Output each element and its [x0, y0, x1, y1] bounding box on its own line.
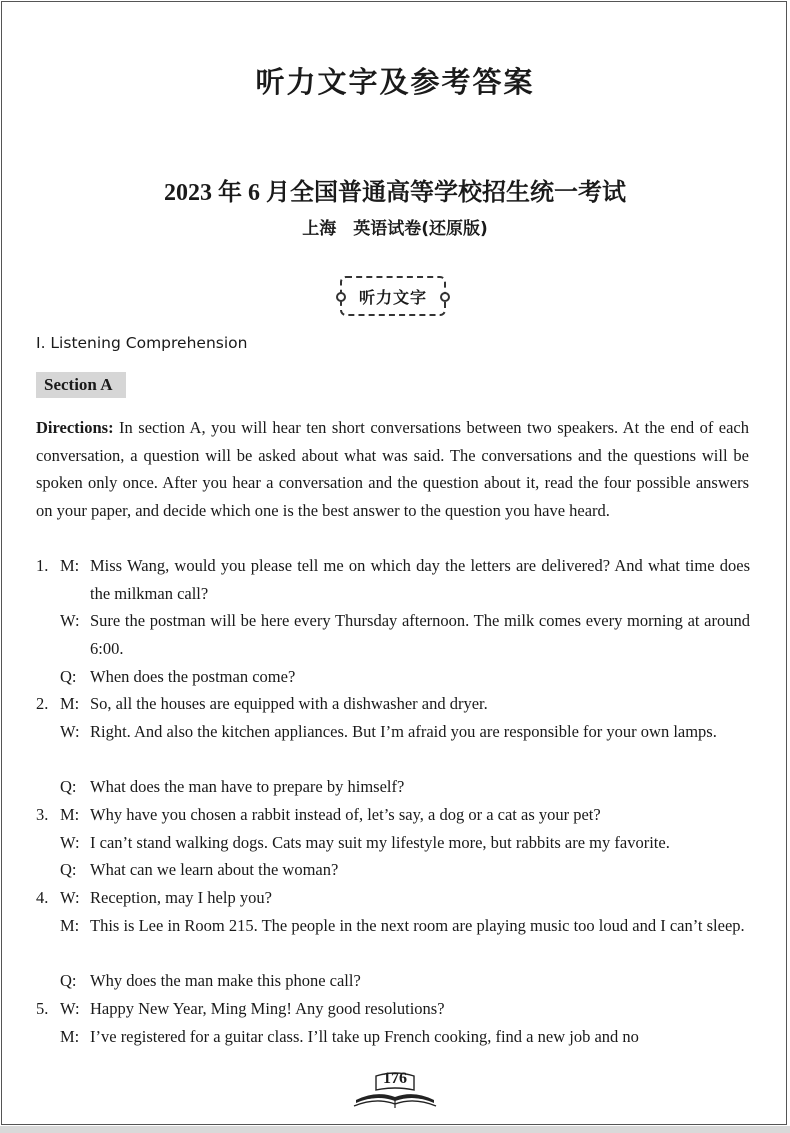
question-number: 2. — [36, 694, 49, 713]
dialogue-text: When does the postman come? — [90, 667, 296, 686]
main-title: 听力文字及参考答案 — [255, 65, 535, 99]
question-number: 3. — [36, 805, 49, 824]
question-number: 1. — [36, 556, 49, 575]
speaker-label: M: — [60, 556, 80, 575]
question-number: 4. — [36, 888, 49, 907]
speaker-label: W: — [60, 833, 80, 852]
dialogue-text: This is Lee in Room 215. The people in the next room are playing music too loud and I can’t sleep. — [90, 916, 745, 935]
speaker-label: M: — [60, 805, 80, 824]
speaker-label: W: — [60, 611, 80, 630]
page-number: 176 — [383, 1070, 407, 1087]
speaker-label: W: — [60, 888, 80, 907]
directions-label: Directions: — [36, 418, 114, 437]
part-heading: I. Listening Comprehension — [36, 334, 248, 352]
dialogue-text: So, all the houses are equipped with a dishwasher and dryer. — [90, 694, 488, 713]
emblem-label: 听力文字 — [358, 287, 427, 307]
speaker-label: W: — [60, 722, 80, 741]
dialogue-text: What can we learn about the woman? — [90, 860, 339, 879]
dialogue-text: Reception, may I help you? — [90, 888, 272, 907]
speaker-label: M: — [60, 1027, 80, 1046]
dialogue-line — [36, 1023, 750, 1051]
dialogue-text: Right. And also the kitchen appliances. But I’m afraid you are responsible for your own lamps. — [90, 722, 717, 741]
speaker-label: Q: — [60, 971, 77, 990]
question-number: 5. — [36, 999, 49, 1018]
speaker-label: Q: — [60, 777, 77, 796]
speaker-label: Q: — [60, 667, 77, 686]
section-emblem — [340, 276, 446, 316]
dialogue-text: Happy New Year, Ming Ming! Any good resolutions? — [90, 999, 445, 1018]
dialogue-text: Sure the postman will be here every Thursday afternoon. The milk comes every morning at around 6:00. — [90, 611, 750, 658]
speaker-label: Q: — [60, 860, 77, 879]
speaker-label: M: — [60, 694, 80, 713]
dialogue-text: Why have you chosen a rabbit instead of, let’s say, a dog or a cat as your pet? — [90, 805, 601, 824]
page-bottom-strip — [0, 1126, 790, 1133]
dialogue-text: Why does the man make this phone call? — [90, 971, 361, 990]
speaker-label: W: — [60, 999, 80, 1018]
dialogue-text: I can’t stand walking dogs. Cats may suit my lifestyle more, but rabbits are my favorite. — [90, 833, 670, 852]
dialogue-text: What does the man have to prepare by himself? — [90, 777, 405, 796]
speaker-label: M: — [60, 916, 80, 935]
directions-paragraph — [36, 414, 749, 524]
section-label: Section A — [36, 372, 126, 398]
dialogue-text: I’ve registered for a guitar class. I’ll take up French cooking, find a new job and no — [90, 1027, 639, 1046]
dialogue-text: Miss Wang, would you please tell me on which day the letters are delivered? And what time does the milkman call? — [90, 556, 750, 603]
directions-text: In section A, you will hear ten short conversations between two speakers. At the end of each conversation, a question will be asked about what was said. The conversations and the questions will be spoken only once. After you hear a conversation and the question about it, read the four possible answers on your paper, and decide which one is the best answer to the question you have heard. — [36, 418, 749, 520]
exam-title: 2023 年 6 月全国普通高等学校招生统一考试 — [164, 180, 626, 206]
exam-subtitle: 上海 英语试卷(还原版) — [302, 219, 488, 239]
page-number-ornament — [352, 1070, 438, 1110]
